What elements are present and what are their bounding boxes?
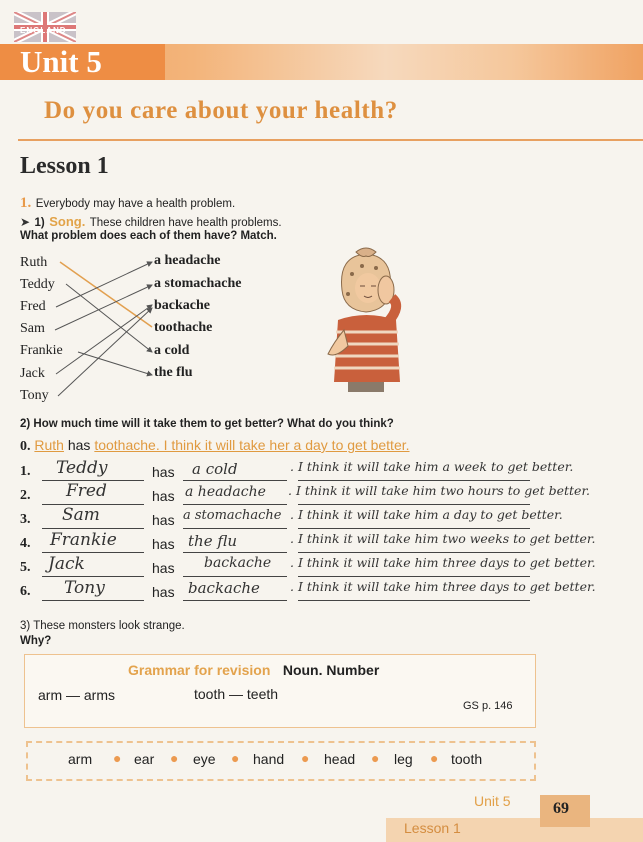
sentence-answer[interactable]: . I think it will take him two weeks to get better. (290, 531, 596, 546)
row-number: 3. (20, 512, 31, 527)
example-row (20, 437, 410, 455)
word-item: head (324, 751, 356, 767)
exercise-intro-text: Everybody may have a health problem. (35, 198, 236, 210)
grammar-title: Grammar for revision (128, 662, 271, 678)
sentence-answer[interactable]: . I think it will take him a week to get better. (290, 459, 574, 474)
brand-label: ENGLAND (20, 26, 67, 35)
lesson-title: Lesson 1 (20, 153, 109, 179)
example-answer: toothache. I think it will take her a day to get better. (94, 437, 410, 453)
example-name: Ruth (34, 437, 64, 453)
arrow-icon: ➤ (20, 215, 31, 229)
row-number: 4. (20, 536, 31, 551)
has-label: has (152, 536, 175, 552)
part2-question: 2) How much time will it take them to get better? What do you think? (20, 418, 394, 430)
name-item: Sam (20, 321, 45, 336)
match-line-tony (58, 308, 152, 396)
word-item: eye (193, 751, 216, 767)
problem-item: a headache (154, 253, 221, 268)
name-answer[interactable]: Teddy (56, 458, 108, 478)
grammar-heading (128, 662, 379, 680)
name-item: Tony (20, 388, 49, 403)
problem-answer[interactable]: backache (204, 555, 272, 571)
part-number: 1) (34, 217, 45, 229)
match-line-frankie (78, 352, 152, 375)
sentence-answer[interactable]: . I think it will take him a day to get better. (290, 507, 563, 522)
name-answer[interactable]: Frankie (50, 530, 117, 550)
footer-unit: Unit 5 (474, 793, 511, 809)
problem-answer[interactable]: the flu (188, 532, 237, 550)
word-item: hand (253, 751, 285, 767)
sentence-answer[interactable]: . I think it will take him two hours to get better. (288, 483, 591, 498)
footer-lesson: Lesson 1 (404, 820, 461, 836)
name-item: Teddy (20, 277, 55, 292)
sentence-answer[interactable]: . I think it will take him three days to get better. (290, 555, 596, 570)
name-answer[interactable]: Jack (48, 554, 85, 574)
has-label: has (67, 437, 91, 453)
grammar-pair: arm — arms (38, 687, 115, 703)
row-number: 1. (20, 464, 31, 479)
has-label: has (152, 512, 175, 528)
problem-answer[interactable]: a cold (192, 460, 238, 478)
has-label: has (152, 464, 175, 480)
has-label: has (152, 584, 175, 600)
bullet-icon: ● (113, 750, 122, 766)
has-label: has (152, 488, 175, 504)
problem-item: backache (154, 298, 210, 313)
bullet-icon: ● (430, 750, 439, 766)
match-question: What problem does each of them have? Match. (20, 230, 277, 242)
page-title: Do you care about your health? (44, 97, 398, 124)
grammar-reference: GS p. 146 (463, 700, 513, 712)
has-label: has (152, 560, 175, 576)
unit-title: Unit 5 (20, 44, 102, 79)
word-item: tooth (451, 751, 483, 767)
bullet-icon: ● (170, 750, 179, 766)
problem-item: a cold (154, 343, 190, 358)
name-item: Frankie (20, 343, 63, 358)
grammar-pair: tooth — teeth (194, 686, 279, 702)
problem-item: toothache (154, 320, 213, 335)
part3-line1: 3) These monsters look strange. (20, 620, 185, 632)
bullet-icon: ● (301, 750, 310, 766)
row-number: 0. (20, 439, 31, 454)
problem-answer[interactable]: a stomachache (183, 508, 282, 523)
word-item: ear (134, 751, 155, 767)
word-item: arm (68, 751, 93, 767)
exercise-number: 1. (20, 195, 32, 211)
name-answer[interactable]: Fred (66, 481, 107, 501)
match-line-sam (55, 285, 152, 330)
song-text: These children have health problems. (89, 217, 282, 229)
problem-item: the flu (154, 365, 193, 380)
name-item: Fred (20, 299, 46, 314)
grammar-subtitle: Noun. Number (282, 662, 380, 678)
name-item: Jack (20, 366, 45, 381)
row-number: 5. (20, 560, 31, 575)
bullet-icon: ● (231, 750, 240, 766)
match-line-jack (56, 305, 152, 374)
name-answer[interactable]: Tony (64, 578, 105, 598)
problem-answer[interactable]: a headache (185, 484, 266, 500)
problem-answer[interactable]: backache (188, 579, 260, 597)
sick-child-illustration (318, 246, 414, 394)
sentence-answer[interactable]: . I think it will take him three days to get better. (290, 579, 596, 594)
part3-line2: Why? (20, 635, 52, 647)
match-line-ruth (60, 262, 152, 327)
word-item: leg (394, 751, 413, 767)
name-item: Ruth (20, 255, 48, 270)
song-label: Song. (49, 214, 86, 229)
bullet-icon: ● (371, 750, 380, 766)
row-number: 2. (20, 488, 31, 503)
page-number: 69 (553, 800, 569, 817)
problem-item: a stomachache (154, 276, 242, 291)
row-number: 6. (20, 584, 31, 599)
name-answer[interactable]: Sam (62, 505, 100, 525)
